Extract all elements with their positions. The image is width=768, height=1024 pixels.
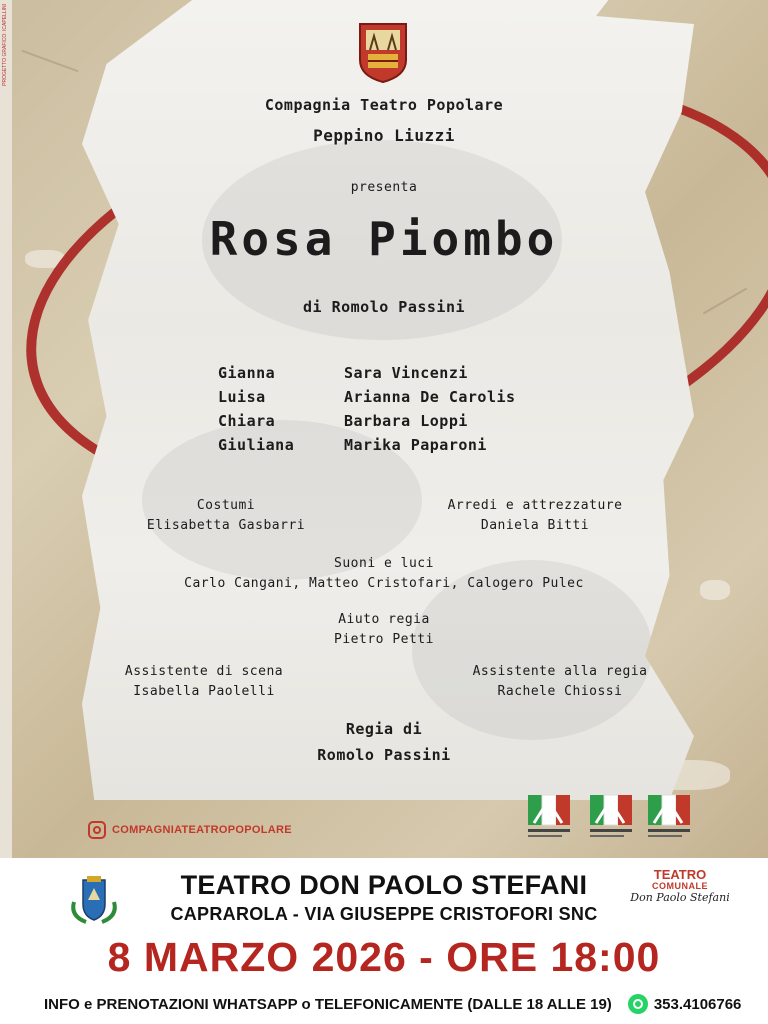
- show-author: di Romolo Passini: [302, 298, 466, 316]
- cast-role: Luisa: [218, 388, 266, 406]
- credit-name-director-assistant: Rachele Chiossi: [497, 684, 623, 699]
- cast-role: Gianna: [218, 364, 276, 382]
- credit-name-director: Romolo Passini: [317, 746, 451, 764]
- event-date-time: 8 MARZO 2026 - ORE 18:00: [107, 934, 661, 980]
- instagram-icon: [88, 821, 106, 839]
- credit-label-director: Regia di: [345, 720, 423, 738]
- wall-crack: [21, 50, 78, 72]
- coat-of-arms-icon: [356, 20, 410, 84]
- phone-number[interactable]: 353.4106766: [653, 995, 742, 1013]
- cast-actor: Arianna De Carolis: [344, 388, 516, 406]
- credit-label-props: Arredi e attrezzature: [447, 498, 623, 513]
- teatro-comunale-logo: [630, 868, 730, 930]
- cast-actor: Sara Vincenzi: [344, 364, 468, 382]
- credit-label-sound-lights: Suoni e luci: [334, 556, 434, 571]
- presents-label: presenta: [350, 180, 418, 195]
- venue-name: TEATRO DON PAOLO STEFANI: [180, 870, 588, 900]
- credit-name-assistant-director: Pietro Petti: [334, 632, 434, 647]
- credit-name-stage-assistant: Isabella Paolelli: [133, 684, 275, 699]
- credit-label-stage-assistant: Assistente di scena: [124, 664, 284, 679]
- cast-role: Giuliana: [218, 436, 295, 454]
- teatro-logo-subword: COMUNALE: [652, 881, 708, 891]
- company-name: Compagnia Teatro Popolare: [264, 96, 504, 114]
- credit-name-costumes: Elisabetta Gasbarri: [146, 518, 306, 533]
- show-title: Rosa Piombo: [209, 212, 559, 266]
- cast-role: Chiara: [218, 412, 276, 430]
- fita-logo-icon: [644, 793, 694, 843]
- instagram-link[interactable]: [88, 820, 292, 840]
- credit-label-costumes: Costumi: [196, 498, 256, 513]
- whatsapp-icon: [628, 994, 648, 1014]
- cast-actor: Marika Paparoni: [344, 436, 487, 454]
- booking-text: INFO e PRENOTAZIONI WHATSAPP o TELEFONICAMENTE (DALLE 18 ALLE 19): [44, 995, 612, 1013]
- credit-name-sound-lights: Carlo Cangani, Matteo Cristofari, Calogero Pulec: [184, 576, 584, 591]
- venue-address: CAPRAROLA - VIA GIUSEPPE CRISTOFORI SNC: [170, 904, 598, 924]
- fita-logo-icon: [524, 793, 574, 843]
- graphic-credit: PROGETTO GRAFICO: ICAPELLINI: [2, 4, 8, 86]
- teatro-logo-word: TEATRO: [653, 867, 707, 882]
- teatro-logo-signature: Don Paolo Stefani: [630, 891, 730, 904]
- credit-label-assistant-director: Aiuto regia: [338, 612, 430, 627]
- company-founder: Peppino Liuzzi: [313, 126, 455, 145]
- credit-name-props: Daniela Bitti: [480, 518, 590, 533]
- booking-info: [44, 992, 741, 1016]
- cast-actor: Barbara Loppi: [344, 412, 468, 430]
- credit-label-director-assistant: Assistente alla regia: [472, 664, 648, 679]
- instagram-handle: COMPAGNIATEATROPOPOLARE: [112, 824, 292, 836]
- fita-logo-icon: [586, 793, 636, 843]
